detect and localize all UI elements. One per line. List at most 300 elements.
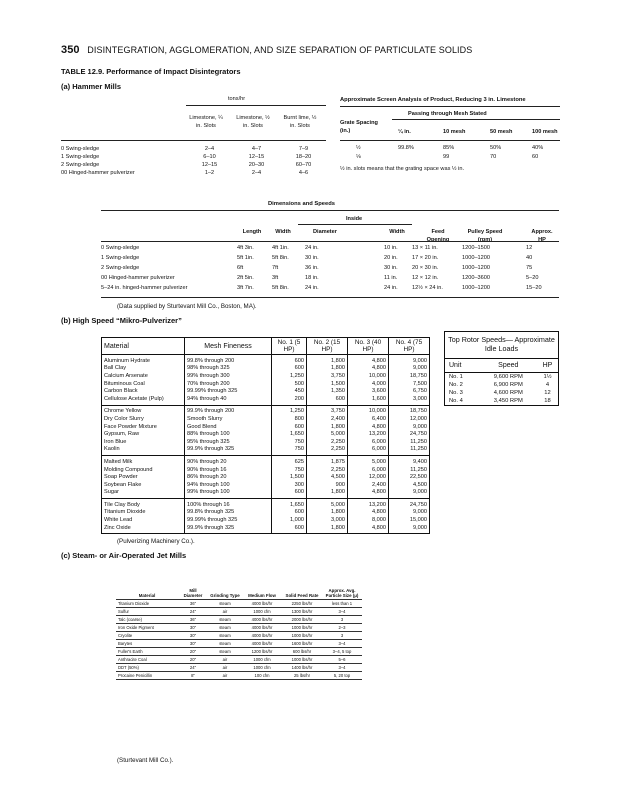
capacity-value: 800 (272, 415, 307, 423)
capacity-value: 2,400 (348, 481, 389, 489)
col-no4: No. 4 (75 HP) (389, 338, 430, 355)
mikro-row (102, 365, 430, 373)
dims-value: 12 (526, 245, 533, 251)
mesh-fineness: 94% through 100 (185, 481, 272, 489)
dims-value: 1000–1200 (462, 265, 490, 271)
capacity-value: 4,800 (348, 355, 389, 365)
jet-cell: 4000 lbs/hr (242, 639, 282, 647)
capacity-value: 5,000 (348, 456, 389, 466)
cap-value: 6–10 (203, 154, 216, 160)
dims-value: 1000–1200 (462, 285, 490, 291)
capacity-value: 600 (272, 524, 307, 532)
capacity-value: 5,000 (307, 430, 348, 438)
dims-value: 15–20 (526, 285, 542, 291)
mesh-fineness: 99% through 100 (185, 489, 272, 497)
jet-cell: 100 cfm (242, 672, 282, 680)
table-title: TABLE 12.9. Performance of Impact Disintegrators (61, 67, 241, 76)
capacity-value: 24,750 (389, 499, 430, 509)
jet-cell: 2–3 (322, 623, 362, 631)
capacity-value: 1,350 (307, 387, 348, 395)
cap-value: 12–15 (201, 162, 218, 168)
rotor-hp: 1½ (543, 373, 552, 380)
capacity-value: 4,800 (348, 365, 389, 373)
jet-cell: Barytes (116, 639, 178, 647)
material: Calcium Arsenate (102, 372, 185, 380)
capacity-value: 5,000 (307, 499, 348, 509)
dims-col: Width (275, 229, 291, 235)
capacity-value: 750 (272, 438, 307, 446)
rotor-unit: No. 2 (449, 381, 463, 388)
page-number: 350 (61, 44, 80, 56)
capacity-value: 1,800 (307, 355, 348, 365)
cap-value: 20–30 (248, 162, 265, 168)
spacer-cell (307, 531, 348, 534)
mikro-row (102, 456, 430, 466)
jet-cell: air (208, 656, 242, 664)
jet-cell: 24" (178, 607, 208, 615)
mesh-fineness: 94% through 40 (185, 395, 272, 403)
jet-cell: 1000 cfm (242, 656, 282, 664)
mesh-fineness: 99% through 300 (185, 372, 272, 380)
capacity-value: 9,000 (389, 509, 430, 517)
grate-label: Grate Spacing (in.) (340, 120, 378, 134)
capacity-value: 1,250 (272, 405, 307, 415)
cap-col-1: Limestone, ½ in. Slots (236, 115, 270, 129)
capacity-value: 4,000 (348, 380, 389, 388)
dims-value: 24 in. (305, 285, 319, 291)
material: Soap Powder (102, 473, 185, 481)
dims-value: 1200–1500 (462, 245, 490, 251)
dims-value: 5ft 8in. (272, 285, 289, 291)
rotor-title: Top Rotor Speeds— Approximate Idle Loads (445, 332, 558, 359)
capacity-value: 4,800 (348, 489, 389, 497)
jet-cell: air (208, 664, 242, 672)
capacity-value: 7,500 (389, 380, 430, 388)
jet-cell: 4000 lbs/hr (242, 599, 282, 607)
source-b: (Pulverizing Machinery Co.). (117, 538, 195, 545)
capacity-value: 600 (307, 395, 348, 403)
capacity-value: 4,500 (307, 473, 348, 481)
source-a: (Data supplied by Sturtevant Mill Co., Boston, MA). (117, 303, 257, 310)
mikro-row (102, 415, 430, 423)
material: Carbon Black (102, 387, 185, 395)
capacity-value: 13,200 (348, 430, 389, 438)
jet-cell: steam (208, 623, 242, 631)
jet-cell: 3–4 (322, 607, 362, 615)
material: White Lead (102, 516, 185, 524)
cap-value: 18–20 (295, 154, 312, 160)
col-no3: No. 3 (40 HP) (348, 338, 389, 355)
capacity-value: 1,800 (307, 524, 348, 532)
material: Soybean Flake (102, 481, 185, 489)
capacity-value: 10,000 (348, 405, 389, 415)
capacity-row (61, 169, 327, 177)
jet-row (116, 656, 362, 664)
jet-row (116, 672, 362, 680)
capacity-value: 750 (272, 446, 307, 454)
tons-hr-label: tons/hr (228, 96, 246, 102)
slot-note: ½ in. slots means that the grating space was ½ in. (340, 166, 465, 172)
cap-row-name: 2 Swing-sledge (61, 162, 100, 168)
jet-cell: 4000 lbs/hr (242, 631, 282, 639)
jet-row (116, 648, 362, 656)
mikro-row (102, 499, 430, 509)
rotor-unit: No. 3 (449, 389, 463, 396)
cap-value: 1–2 (204, 170, 215, 176)
rotor-hp: 12 (544, 389, 551, 396)
jet-cell: less than 1 (322, 599, 362, 607)
mikro-row (102, 380, 430, 388)
grate-value: 99 (443, 154, 450, 160)
mikro-row (102, 524, 430, 532)
dims-value: 20 in. (384, 255, 398, 261)
spacer-cell (102, 531, 185, 534)
capacity-row (61, 161, 327, 169)
jet-cell: 2250 lbs/hr (282, 599, 322, 607)
jet-row (116, 623, 362, 631)
rotor-row (445, 381, 558, 389)
dims-value: 2ft 5in. (237, 275, 254, 281)
mesh-col-2: 50 mesh (490, 129, 513, 135)
dims-value: 13 × 11 in. (412, 245, 438, 251)
jet-col-feed: Solid Feed Rate (285, 593, 319, 598)
rotor-unit: No. 4 (449, 397, 463, 404)
mikro-row (102, 509, 430, 517)
mesh-fineness: Smooth Slurry (185, 415, 272, 423)
jet-cell: 3–4, 5 top (322, 648, 362, 656)
jet-cell: Talc (coarse) (116, 615, 178, 623)
dims-value: 17 × 20 in. (412, 255, 439, 261)
rotor-speed-box (444, 331, 559, 406)
material: Cellulose Acetate (Pulp) (102, 395, 185, 403)
capacity-value: 2,250 (307, 438, 348, 446)
capacity-value: 3,000 (389, 395, 430, 403)
jet-cell: Titanium Dioxide (116, 599, 178, 607)
capacity-value: 15,000 (389, 516, 430, 524)
jet-cell: Cryolite (116, 631, 178, 639)
dims-value: 30 in. (305, 255, 319, 261)
jet-cell: 4000 lbs/hr (242, 623, 282, 631)
mesh-fineness: 100% through 16 (185, 499, 272, 509)
dims-value: 3ft 7in. (237, 285, 254, 291)
capacity-value: 1,500 (307, 380, 348, 388)
jet-row (116, 607, 362, 615)
jet-cell: air (208, 607, 242, 615)
capacity-value: 200 (272, 395, 307, 403)
material: Bituminous Coal (102, 380, 185, 388)
capacity-value: 9,000 (389, 355, 430, 365)
dims-col: Length (242, 229, 262, 235)
dims-value: 5ft 1in. (237, 255, 254, 261)
capacity-value: 1,250 (272, 372, 307, 380)
capacity-value: 1,800 (307, 423, 348, 431)
jet-cell: steam (208, 615, 242, 623)
jet-cell: 24" (178, 664, 208, 672)
jet-cell: Sulfur (116, 607, 178, 615)
jet-cell: steam (208, 599, 242, 607)
jet-row (116, 615, 362, 623)
grate-value: 85% (443, 145, 455, 151)
capacity-value: 12,000 (348, 473, 389, 481)
capacity-value: 4,800 (348, 524, 389, 532)
mikro-row (102, 473, 430, 481)
capacity-value: 24,750 (389, 430, 430, 438)
cap-row-name: 00 Hinged-hammer pulverizer (61, 170, 135, 176)
jet-cell: 1000 lbs/hr (282, 656, 322, 664)
material: Zinc Oxide (102, 524, 185, 532)
capacity-value: 6,000 (348, 466, 389, 474)
dims-value: 4ft 1in. (272, 245, 289, 251)
rotor-col-unit: Unit (445, 359, 480, 373)
dims-col: Width (389, 229, 405, 235)
dims-value: 11 in. (384, 275, 398, 281)
capacity-value: 3,750 (307, 405, 348, 415)
jet-cell: 5–6 (322, 656, 362, 664)
rotor-speed: 4,600 RPM (493, 389, 523, 396)
dims-row-name: 0 Swing-sledge (101, 245, 140, 251)
dims-value: 40 (526, 255, 533, 261)
mesh-fineness: 99.99% through 325 (185, 516, 272, 524)
jet-cell: Iron Oxide Pigment (116, 623, 178, 631)
mesh-fineness: 98% through 325 (185, 365, 272, 373)
rule (392, 119, 560, 120)
rotor-hp: 4 (545, 381, 550, 388)
material: Iron Blue (102, 438, 185, 446)
capacity-value: 9,000 (389, 365, 430, 373)
capacity-value: 18,750 (389, 372, 430, 380)
dims-title: Dimensions and Speeds (268, 201, 336, 207)
material: Gypsum, Raw (102, 430, 185, 438)
capacity-value: 2,250 (307, 446, 348, 454)
jet-cell: 3 (322, 631, 362, 639)
spacer-cell (348, 531, 389, 534)
mesh-fineness: 99.9% through 325 (185, 446, 272, 454)
mesh-fineness: 99.9% through 200 (185, 405, 272, 415)
capacity-value: 4,800 (348, 423, 389, 431)
capacity-value: 13,200 (348, 499, 389, 509)
capacity-value: 10,000 (348, 372, 389, 380)
dims-value: 5ft 8in. (272, 255, 289, 261)
capacity-value: 12,000 (389, 415, 430, 423)
capacity-value: 1,500 (272, 473, 307, 481)
capacity-value: 3,000 (307, 516, 348, 524)
jet-cell: steam (208, 639, 242, 647)
capacity-value: 11,250 (389, 446, 430, 454)
dims-row-name: 5–24 in. hinged-hammer pulverizer (101, 285, 188, 291)
capacity-value: 6,000 (348, 438, 389, 446)
cap-value: 2–4 (251, 170, 262, 176)
material: Face Powder Mixture (102, 423, 185, 431)
dims-row-name: 2 Swing-sledge (101, 265, 140, 271)
rule (340, 140, 560, 141)
cap-row-name: 1 Swing-sledge (61, 154, 100, 160)
section-b-title: (b) High Speed “Mikro-Pulverizer” (61, 316, 182, 325)
capacity-value: 3,600 (348, 387, 389, 395)
grate-spacing: ½ (356, 145, 361, 151)
mikro-row (102, 355, 430, 365)
mikro-row (102, 372, 430, 380)
jet-col-flow: Medium Flow (248, 593, 276, 598)
grate-value: 70 (490, 154, 497, 160)
jet-cell: 3–4 (322, 664, 362, 672)
mesh-fineness: 99.99% through 325 (185, 387, 272, 395)
rotor-unit: No. 1 (449, 373, 463, 380)
spacer-cell (389, 531, 430, 534)
mikro-row (102, 438, 430, 446)
capacity-value: 1,875 (307, 456, 348, 466)
capacity-value: 500 (272, 380, 307, 388)
grate-value: 99.8% (398, 145, 414, 151)
dims-row-name: 00 Hinged-hammer pulverizer (101, 275, 175, 281)
capacity-row (61, 153, 327, 161)
rule (186, 105, 326, 106)
jet-cell: 1300 lbs/hr (282, 607, 322, 615)
jet-cell: air (208, 672, 242, 680)
cap-value: 60–70 (295, 162, 312, 168)
cap-col-2: Burnt lime, ½ in. Slots (283, 115, 317, 129)
jet-cell: 1000 cfm (242, 664, 282, 672)
capacity-value: 6,750 (389, 387, 430, 395)
capacity-value: 1,800 (307, 365, 348, 373)
dims-row-name: 1 Swing-sledge (101, 255, 140, 261)
jet-cell: 1600 lbs/hr (282, 639, 322, 647)
material: Ball Clay (102, 365, 185, 373)
jet-cell: Anthracite Coal (116, 656, 178, 664)
dims-col: Pulley Speed (rpm) (467, 229, 503, 243)
capacity-value: 450 (272, 387, 307, 395)
mikro-row (102, 405, 430, 415)
capacity-value: 1,800 (307, 489, 348, 497)
dims-value: 6ft (237, 265, 244, 271)
cap-value: 4–6 (298, 170, 309, 176)
capacity-value: 625 (272, 456, 307, 466)
rotor-speed: 6,900 RPM (493, 381, 523, 388)
cap-value: 2–4 (204, 146, 215, 152)
mesh-fineness: 70% through 200 (185, 380, 272, 388)
dims-col: Feed Opening (426, 229, 450, 243)
capacity-value: 2,250 (307, 466, 348, 474)
jet-col-material: Material (138, 593, 156, 598)
mesh-fineness: 86% through 20 (185, 473, 272, 481)
mesh-fineness: Good Blend (185, 423, 272, 431)
col-mesh: Mesh Fineness (185, 338, 272, 355)
rule (61, 140, 326, 141)
capacity-value: 11,250 (389, 438, 430, 446)
dims-value: 1200–3600 (462, 275, 490, 281)
rotor-hp: 18 (544, 397, 551, 404)
capacity-value: 9,000 (389, 524, 430, 532)
capacity-value: 11,250 (389, 466, 430, 474)
capacity-value: 4,800 (348, 509, 389, 517)
dims-value: 4ft 3in. (237, 245, 254, 251)
rotor-speed: 9,600 RPM (493, 373, 523, 380)
capacity-value: 8,000 (348, 516, 389, 524)
jet-cell: 3 (322, 615, 362, 623)
mesh-fineness: 90% through 16 (185, 466, 272, 474)
jet-mill-table (116, 566, 362, 680)
capacity-value: 600 (272, 355, 307, 365)
jet-cell: 1000 lbs/hr (282, 631, 322, 639)
mikro-table (101, 337, 430, 534)
jet-cell: steam (208, 631, 242, 639)
jet-cell: 20" (178, 648, 208, 656)
dims-value: 3ft (272, 275, 279, 281)
capacity-value: 600 (272, 365, 307, 373)
passing-label: Passing through Mesh Stated (408, 111, 487, 117)
rule (101, 241, 559, 242)
dims-value: 12 × 12 in. (412, 275, 439, 281)
dims-col: Approx. HP (531, 229, 553, 243)
mikro-row (102, 466, 430, 474)
dims-value: 24 in. (305, 245, 319, 251)
capacity-value: 9,000 (389, 423, 430, 431)
grate-value: 60 (532, 154, 539, 160)
dims-value: 30 in. (384, 265, 398, 271)
dims-value: 18 in. (305, 275, 319, 281)
jet-cell: 600 lbs/hr (282, 648, 322, 656)
col-no1: No. 1 (5 HP) (272, 338, 307, 355)
source-c: (Sturtevant Mill Co.). (117, 757, 174, 764)
material: Malted Milk (102, 456, 185, 466)
capacity-value: 3,750 (307, 372, 348, 380)
jet-row (116, 639, 362, 647)
section-a-title: (a) Hammer Mills (61, 82, 122, 91)
grate-spacing: ⅛ (356, 154, 361, 160)
page-header (61, 44, 472, 56)
cap-col-0: Limestone, ¼ in. Slots (189, 115, 223, 129)
rule (298, 224, 412, 225)
capacity-value: 4,500 (389, 481, 430, 489)
jet-row (116, 664, 362, 672)
mesh-fineness: 90% through 20 (185, 456, 272, 466)
dims-value: 1000–1200 (462, 255, 490, 261)
dims-value: 5–20 (526, 275, 539, 281)
rule (101, 210, 559, 211)
capacity-row (61, 145, 327, 153)
mesh-col-1: 10 mesh (443, 129, 466, 135)
mesh-col-0: ¼ in. (398, 129, 411, 135)
jet-cell: 20" (178, 656, 208, 664)
material: Titanium Dioxide (102, 509, 185, 517)
rotor-speed: 3,450 RPM (493, 397, 523, 404)
jet-cell: DDT (50%) (116, 664, 178, 672)
rotor-row (445, 372, 558, 381)
capacity-value: 6,400 (348, 415, 389, 423)
mikro-row (102, 423, 430, 431)
mesh-fineness: 99.8% through 325 (185, 509, 272, 517)
capacity-table (61, 145, 327, 177)
mesh-fineness: 95% through 325 (185, 438, 272, 446)
dims-value: 75 (526, 265, 533, 271)
jet-cell: Procaine Penicillin (116, 672, 178, 680)
screen-title: Approximate Screen Analysis of Product, Reducing 3 in. Limestone (340, 97, 526, 103)
capacity-value: 1,650 (272, 499, 307, 509)
dims-value: 24 in. (384, 285, 398, 291)
rule (340, 106, 560, 107)
col-no2: No. 2 (15 HP) (307, 338, 348, 355)
capacity-value: 1,000 (272, 516, 307, 524)
jet-cell: 3–4 (322, 639, 362, 647)
mikro-row (102, 430, 430, 438)
rule (101, 297, 559, 298)
material: Aluminum Hydrate (102, 355, 185, 365)
mikro-row (102, 446, 430, 454)
jet-cell: 30" (178, 639, 208, 647)
material: Dry Color Slurry (102, 415, 185, 423)
dims-col: Diameter (313, 229, 337, 235)
section-c-title: (c) Steam- or Air-Operated Jet Mills (61, 551, 187, 560)
jet-row (116, 631, 362, 639)
